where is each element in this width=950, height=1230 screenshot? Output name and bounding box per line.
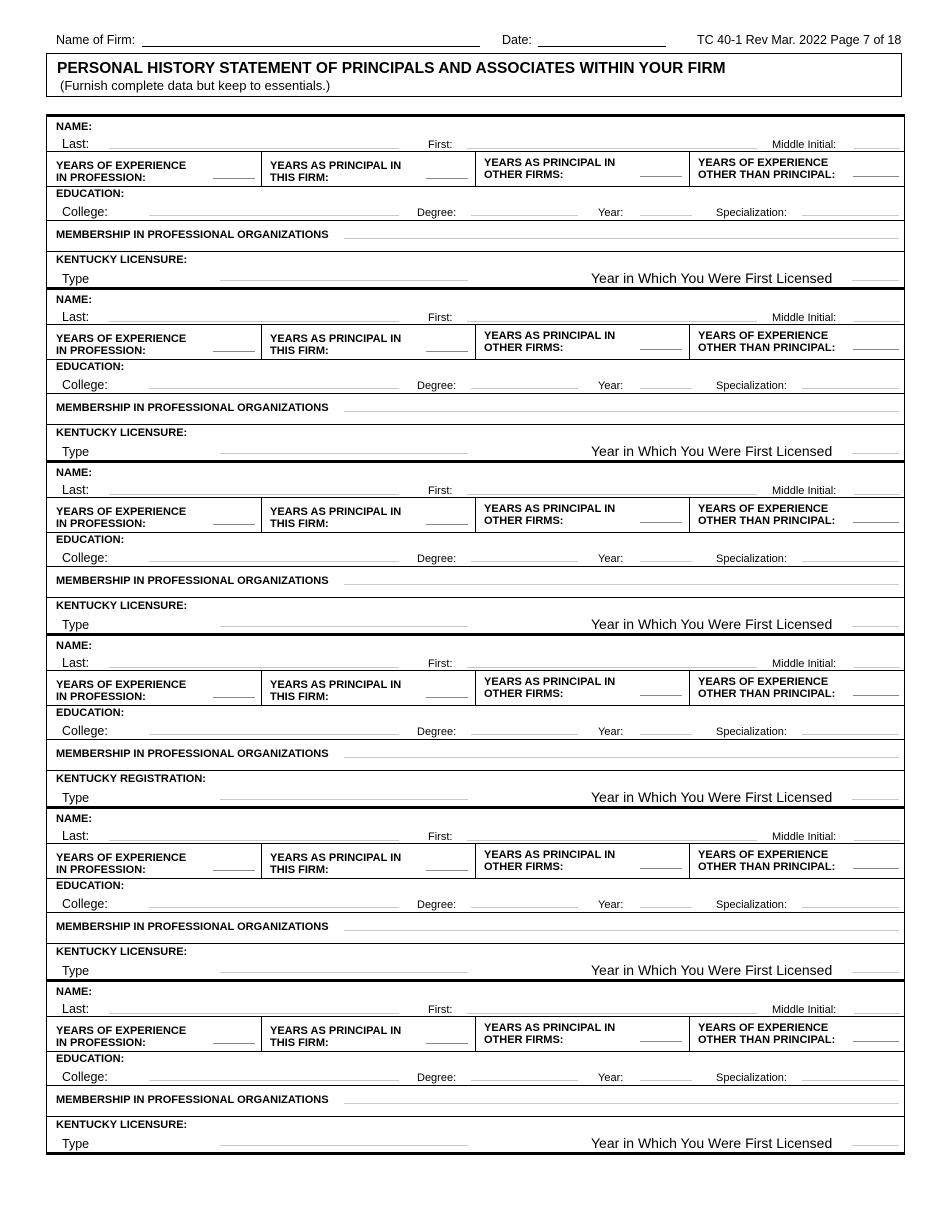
years-principal-this-firm-field[interactable] (426, 524, 468, 525)
first-name-label: First: (428, 831, 453, 843)
membership-label: MEMBERSHIP IN PROFESSIONAL ORGANIZATIONS (56, 575, 329, 587)
years-principal-this-firm-field[interactable] (426, 351, 468, 352)
license-type-field[interactable] (220, 280, 468, 281)
degree-label: Degree: (417, 899, 457, 911)
first-name-label: First: (428, 139, 453, 151)
membership-label: MEMBERSHIP IN PROFESSIONAL ORGANIZATIONS (56, 1094, 329, 1106)
license-type-label: Type (62, 272, 90, 286)
years-experience-profession-label: YEARS OF EXPERIENCE IN PROFESSION: (56, 679, 187, 703)
principal-records (46, 114, 905, 1155)
degree-label: Degree: (417, 553, 457, 565)
degree-field[interactable] (471, 1080, 578, 1081)
membership-field[interactable] (344, 757, 899, 758)
years-experience-profession-field[interactable] (213, 351, 255, 352)
first-licensed-label: Year in Which You Were First Licensed (591, 443, 833, 459)
specialization-field[interactable] (802, 388, 899, 389)
years-experience-other-label: YEARS OF EXPERIENCE OTHER THAN PRINCIPAL: (698, 330, 836, 354)
principal-record (47, 290, 904, 463)
years-experience-other-field[interactable] (853, 695, 899, 696)
last-name-label: Last: (62, 829, 90, 843)
last-name-label: Last: (62, 656, 90, 670)
last-name-label: Last: (62, 310, 90, 324)
years-experience-profession-field[interactable] (213, 697, 255, 698)
year-field[interactable] (640, 1080, 692, 1081)
membership-label: MEMBERSHIP IN PROFESSIONAL ORGANIZATIONS (56, 229, 329, 241)
first-name-field[interactable] (467, 321, 757, 322)
first-licensed-label: Year in Which You Were First Licensed (591, 789, 833, 805)
college-field[interactable] (149, 215, 399, 216)
license-type-label: Type (62, 445, 90, 459)
specialization-label: Specialization: (716, 726, 787, 738)
principal-record (47, 463, 904, 636)
last-name-field[interactable] (109, 1013, 399, 1014)
first-licensed-label: Year in Which You Were First Licensed (591, 616, 833, 632)
membership-field[interactable] (344, 1103, 899, 1104)
years-experience-profession-field[interactable] (213, 1043, 255, 1044)
licensure-label: KENTUCKY LICENSURE: (56, 1119, 188, 1131)
degree-field[interactable] (471, 561, 578, 562)
years-principal-this-firm-label: YEARS AS PRINCIPAL IN THIS FIRM: (270, 1025, 402, 1049)
specialization-field[interactable] (802, 734, 899, 735)
years-principal-other-firms-field[interactable] (640, 349, 682, 350)
year-label: Year: (598, 726, 624, 738)
specialization-label: Specialization: (716, 207, 787, 219)
year-label: Year: (598, 899, 624, 911)
license-type-field[interactable] (220, 626, 468, 627)
college-field[interactable] (149, 907, 399, 908)
degree-field[interactable] (471, 388, 578, 389)
firm-name-field[interactable] (142, 46, 480, 47)
licensure-label: KENTUCKY LICENSURE: (56, 600, 188, 612)
first-licensed-year-field[interactable] (852, 799, 899, 800)
years-experience-profession-field[interactable] (213, 178, 255, 179)
last-name-field[interactable] (109, 494, 399, 495)
year-field[interactable] (640, 734, 692, 735)
college-label: College: (62, 205, 108, 219)
middle-initial-label: Middle Initial: (772, 1004, 837, 1016)
specialization-label: Specialization: (716, 380, 787, 392)
years-experience-other-field[interactable] (853, 868, 899, 869)
years-principal-other-firms-label: YEARS AS PRINCIPAL IN OTHER FIRMS: (484, 503, 616, 527)
education-label: EDUCATION: (56, 707, 125, 719)
first-licensed-label: Year in Which You Were First Licensed (591, 1135, 833, 1151)
years-principal-this-firm-field[interactable] (426, 178, 468, 179)
years-experience-other-label: YEARS OF EXPERIENCE OTHER THAN PRINCIPAL: (698, 157, 836, 181)
licensure-label: KENTUCKY LICENSURE: (56, 254, 188, 266)
last-name-field[interactable] (109, 667, 399, 668)
form-id: TC 40-1 Rev Mar. 2022 Page 7 of 18 (697, 33, 902, 47)
last-name-field[interactable] (109, 148, 399, 149)
years-principal-other-firms-label: YEARS AS PRINCIPAL IN OTHER FIRMS: (484, 330, 616, 354)
first-name-field[interactable] (467, 840, 757, 841)
first-licensed-year-field[interactable] (852, 280, 899, 281)
years-experience-profession-label: YEARS OF EXPERIENCE IN PROFESSION: (56, 852, 187, 876)
year-field[interactable] (640, 561, 692, 562)
licensure-label: KENTUCKY REGISTRATION: (56, 773, 206, 785)
form-subtitle: (Furnish complete data but keep to essentials.) (60, 78, 331, 93)
years-principal-other-firms-field[interactable] (640, 176, 682, 177)
education-label: EDUCATION: (56, 1053, 125, 1065)
name-label: NAME: (56, 121, 93, 133)
membership-label: MEMBERSHIP IN PROFESSIONAL ORGANIZATIONS (56, 748, 329, 760)
years-experience-other-field[interactable] (853, 1041, 899, 1042)
middle-initial-field[interactable] (854, 494, 900, 495)
college-field[interactable] (149, 1080, 399, 1081)
form-title: PERSONAL HISTORY STATEMENT OF PRINCIPALS AND ASSOCIATES WITHIN YOUR FIRM (57, 60, 726, 77)
years-principal-this-firm-field[interactable] (426, 1043, 468, 1044)
year-label: Year: (598, 207, 624, 219)
date-label: Date: (502, 33, 532, 47)
form-title-box (46, 53, 902, 97)
last-name-label: Last: (62, 1002, 90, 1016)
membership-field[interactable] (344, 930, 899, 931)
years-principal-other-firms-field[interactable] (640, 522, 682, 523)
license-type-field[interactable] (220, 972, 468, 973)
first-name-field[interactable] (467, 494, 757, 495)
first-name-label: First: (428, 312, 453, 324)
years-experience-other-label: YEARS OF EXPERIENCE OTHER THAN PRINCIPAL: (698, 503, 836, 527)
first-licensed-year-field[interactable] (852, 1145, 899, 1146)
college-label: College: (62, 897, 108, 911)
year-label: Year: (598, 553, 624, 565)
license-type-field[interactable] (220, 453, 468, 454)
degree-label: Degree: (417, 1072, 457, 1084)
years-principal-other-firms-field[interactable] (640, 695, 682, 696)
middle-initial-field[interactable] (854, 148, 900, 149)
degree-label: Degree: (417, 726, 457, 738)
first-name-label: First: (428, 485, 453, 497)
membership-label: MEMBERSHIP IN PROFESSIONAL ORGANIZATIONS (56, 921, 329, 933)
years-principal-this-firm-field[interactable] (426, 870, 468, 871)
name-label: NAME: (56, 467, 93, 479)
first-name-label: First: (428, 1004, 453, 1016)
years-principal-other-firms-field[interactable] (640, 1041, 682, 1042)
years-experience-profession-label: YEARS OF EXPERIENCE IN PROFESSION: (56, 160, 187, 184)
years-experience-other-label: YEARS OF EXPERIENCE OTHER THAN PRINCIPAL: (698, 1022, 836, 1046)
specialization-field[interactable] (802, 561, 899, 562)
license-type-field[interactable] (220, 799, 468, 800)
middle-initial-label: Middle Initial: (772, 831, 837, 843)
licensure-label: KENTUCKY LICENSURE: (56, 427, 188, 439)
specialization-label: Specialization: (716, 553, 787, 565)
years-principal-this-firm-label: YEARS AS PRINCIPAL IN THIS FIRM: (270, 852, 402, 876)
last-name-field[interactable] (109, 840, 399, 841)
first-licensed-label: Year in Which You Were First Licensed (591, 270, 833, 286)
education-label: EDUCATION: (56, 880, 125, 892)
middle-initial-field[interactable] (854, 840, 900, 841)
years-experience-other-field[interactable] (853, 522, 899, 523)
license-type-label: Type (62, 1137, 90, 1151)
specialization-field[interactable] (802, 907, 899, 908)
education-label: EDUCATION: (56, 188, 125, 200)
licensure-label: KENTUCKY LICENSURE: (56, 946, 188, 958)
years-principal-this-firm-label: YEARS AS PRINCIPAL IN THIS FIRM: (270, 333, 402, 357)
specialization-field[interactable] (802, 215, 899, 216)
license-type-label: Type (62, 964, 90, 978)
college-label: College: (62, 1070, 108, 1084)
years-experience-profession-field[interactable] (213, 870, 255, 871)
specialization-field[interactable] (802, 1080, 899, 1081)
year-label: Year: (598, 1072, 624, 1084)
years-principal-other-firms-label: YEARS AS PRINCIPAL IN OTHER FIRMS: (484, 676, 616, 700)
degree-field[interactable] (471, 907, 578, 908)
first-name-label: First: (428, 658, 453, 670)
degree-label: Degree: (417, 207, 457, 219)
education-label: EDUCATION: (56, 361, 125, 373)
years-principal-this-firm-label: YEARS AS PRINCIPAL IN THIS FIRM: (270, 160, 402, 184)
years-principal-other-firms-label: YEARS AS PRINCIPAL IN OTHER FIRMS: (484, 1022, 616, 1046)
college-field[interactable] (149, 388, 399, 389)
degree-label: Degree: (417, 380, 457, 392)
first-licensed-year-field[interactable] (852, 453, 899, 454)
first-name-field[interactable] (467, 148, 757, 149)
middle-initial-field[interactable] (854, 1013, 900, 1014)
years-principal-this-firm-field[interactable] (426, 697, 468, 698)
principal-record (47, 636, 904, 809)
license-type-label: Type (62, 791, 90, 805)
membership-field[interactable] (344, 411, 899, 412)
middle-initial-field[interactable] (854, 667, 900, 668)
first-licensed-year-field[interactable] (852, 972, 899, 973)
middle-initial-field[interactable] (854, 321, 900, 322)
years-principal-other-firms-field[interactable] (640, 868, 682, 869)
specialization-label: Specialization: (716, 899, 787, 911)
firm-name-label: Name of Firm: (56, 33, 136, 47)
years-experience-other-field[interactable] (853, 176, 899, 177)
years-experience-other-label: YEARS OF EXPERIENCE OTHER THAN PRINCIPAL: (698, 849, 836, 873)
last-name-label: Last: (62, 483, 90, 497)
specialization-label: Specialization: (716, 1072, 787, 1084)
years-experience-profession-label: YEARS OF EXPERIENCE IN PROFESSION: (56, 333, 187, 357)
license-type-label: Type (62, 618, 90, 632)
middle-initial-label: Middle Initial: (772, 312, 837, 324)
degree-field[interactable] (471, 215, 578, 216)
first-name-field[interactable] (467, 667, 757, 668)
membership-label: MEMBERSHIP IN PROFESSIONAL ORGANIZATIONS (56, 402, 329, 414)
first-name-field[interactable] (467, 1013, 757, 1014)
principal-record (47, 982, 904, 1155)
years-experience-other-label: YEARS OF EXPERIENCE OTHER THAN PRINCIPAL: (698, 676, 836, 700)
membership-field[interactable] (344, 238, 899, 239)
name-label: NAME: (56, 640, 93, 652)
college-label: College: (62, 378, 108, 392)
last-name-label: Last: (62, 137, 90, 151)
membership-field[interactable] (344, 584, 899, 585)
college-field[interactable] (149, 561, 399, 562)
college-label: College: (62, 551, 108, 565)
year-field[interactable] (640, 215, 692, 216)
education-label: EDUCATION: (56, 534, 125, 546)
years-principal-this-firm-label: YEARS AS PRINCIPAL IN THIS FIRM: (270, 506, 402, 530)
year-field[interactable] (640, 388, 692, 389)
years-principal-other-firms-label: YEARS AS PRINCIPAL IN OTHER FIRMS: (484, 157, 616, 181)
license-type-field[interactable] (220, 1145, 468, 1146)
college-field[interactable] (149, 734, 399, 735)
last-name-field[interactable] (109, 321, 399, 322)
first-licensed-label: Year in Which You Were First Licensed (591, 962, 833, 978)
date-field[interactable] (538, 46, 666, 47)
principal-record (47, 809, 904, 982)
year-field[interactable] (640, 907, 692, 908)
years-experience-profession-label: YEARS OF EXPERIENCE IN PROFESSION: (56, 1025, 187, 1049)
degree-field[interactable] (471, 734, 578, 735)
name-label: NAME: (56, 294, 93, 306)
years-experience-other-field[interactable] (853, 349, 899, 350)
years-principal-other-firms-label: YEARS AS PRINCIPAL IN OTHER FIRMS: (484, 849, 616, 873)
form-header (56, 33, 914, 51)
principal-record (47, 117, 904, 290)
first-licensed-year-field[interactable] (852, 626, 899, 627)
years-experience-profession-field[interactable] (213, 524, 255, 525)
years-experience-profession-label: YEARS OF EXPERIENCE IN PROFESSION: (56, 506, 187, 530)
college-label: College: (62, 724, 108, 738)
middle-initial-label: Middle Initial: (772, 139, 837, 151)
name-label: NAME: (56, 986, 93, 998)
year-label: Year: (598, 380, 624, 392)
name-label: NAME: (56, 813, 93, 825)
middle-initial-label: Middle Initial: (772, 485, 837, 497)
middle-initial-label: Middle Initial: (772, 658, 837, 670)
years-principal-this-firm-label: YEARS AS PRINCIPAL IN THIS FIRM: (270, 679, 402, 703)
